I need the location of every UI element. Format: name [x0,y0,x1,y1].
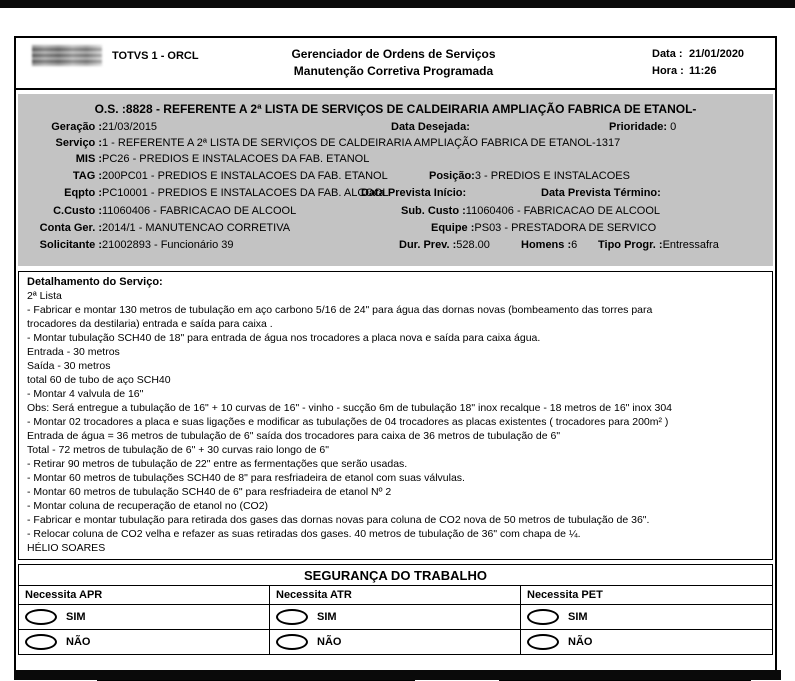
time-value: 11:26 [689,65,717,77]
page-separator-top [0,0,795,8]
os-number-label: O.S. : [94,102,126,116]
service-detail-line: total 60 de tubo de aço SCH40 [27,374,171,386]
company-logo [32,45,102,66]
service-detail-line: Obs: Será entregue a tubulação de 16" + 10 curvas de 16" - vinho - sucção 6m de tubulação 18" inox recalque - 18 metros de 16" inox 304 [27,402,673,414]
safety-header-apr: Necessita APR [19,586,269,605]
field-homens: Homens :6 [521,239,578,251]
radio-apr-sim [25,609,57,625]
field-subcusto: Sub. Custo :11060406 - FABRICACAO DE ALCOOL [401,205,660,217]
radio-apr-sim-label: SIM [66,611,86,623]
service-detail-line: Entrada de água = 36 metros de tubulação de 6" saída dos trocadores para caixa de 36 metros de tubulação de 6" [27,430,561,442]
safety-column-apr [19,586,270,654]
field-tipo-progr: Tipo Progr. :Entressafra [598,239,719,251]
field-posicao: Posição:3 - PREDIOS E INSTALACOES [429,170,630,182]
report-subtitle: Manutenção Corretiva Programada [293,64,494,78]
safety-option-apr-sim [19,605,269,630]
safety-section [18,564,773,655]
date-label: Data : [652,48,683,60]
service-detail-line: - Montar 60 metros de tubulação SCH40 de 6" para resfriadeira de etanol Nº 2 [27,486,392,498]
safety-column-pet [521,586,772,654]
radio-atr-nao [276,634,308,650]
date-value: 21/01/2020 [689,48,745,60]
report-titles [266,46,521,80]
time-label: Hora : [652,65,684,77]
safety-option-atr-sim [270,605,520,630]
service-detail-line: 2ª Lista [27,290,62,302]
safety-option-atr-nao [270,630,520,654]
field-conta-ger: Conta Ger. :2014/1 - MANUTENCAO CORRETIVA [39,222,291,234]
radio-pet-sim-label: SIM [568,611,588,623]
safety-option-apr-nao [19,630,269,654]
field-data-desejada: Data Desejada: [391,121,470,133]
service-details-title: Detalhamento do Serviço: [27,276,163,288]
service-detail-line: - Retirar 90 metros de tubulação de 22" entre as fermentações que serão usadas. [27,458,408,470]
report-date [652,46,744,63]
service-detail-line: - Montar 4 valvula de 16" [27,388,144,400]
field-geracao: Geração :21/03/2015 [51,121,158,133]
safety-option-pet-sim [521,605,772,630]
radio-atr-sim [276,609,308,625]
safety-columns [19,586,772,654]
field-servico: Serviço :1 - REFERENTE A 2ª LISTA DE SERVIÇOS DE CALDEIRARIA AMPLIAÇÃO FABRICA DE ETANOL-1317 [55,137,621,149]
field-dur-prev: Dur. Prev. :528.00 [399,239,490,251]
os-number-value: 8828 - REFERENTE A 2ª LISTA DE SERVIÇOS DE CALDEIRARIA AMPLIAÇÃO FABRICA DE ETANOL- [125,102,697,116]
service-detail-line: - Fabricar e montar 130 metros de tubulação em aço carbono 5/16 de 24" para água das dornas novas (bombeamento das torres para [27,304,653,316]
report-time [652,63,744,80]
field-mis: MIS :PC26 - PREDIOS E INSTALACOES DA FAB. ETANOL [75,153,370,165]
field-data-prevista-termino: Data Prevista Término: [541,187,661,199]
field-prioridade: Prioridade: 0 [609,121,677,133]
field-ccusto: C.Custo :11060406 - FABRICACAO DE ALCOOL [53,205,297,217]
field-tag: TAG :200PC01 - PREDIOS E INSTALACOES DA FAB. ETANOL [72,170,388,182]
service-detail-line: HÉLIO SOARES [27,542,106,554]
service-detail-line: - Relocar coluna de CO2 velha e refazer as suas retiradas dos gases. 40 metros de tubulação de 36" com chapa de ¼. [27,528,581,540]
service-details-lines [27,289,764,555]
safety-column-atr [270,586,521,654]
os-summary-panel [18,94,773,266]
work-order-document [14,36,777,670]
page-separator-bottom [14,670,781,680]
service-detail-line: - Montar 60 metros de tubulações SCH40 de 8" para resfriadeira de etanol com suas válvulas. [27,472,465,484]
safety-section-title: SEGURANÇA DO TRABALHO [19,565,772,586]
service-detail-line: - Montar coluna de recuperação de etanol no (CO2) [27,500,269,512]
field-equipe: Equipe :PS03 - PRESTADORA DE SERVICO [431,222,657,234]
service-details-panel [18,271,773,560]
service-detail-line: Entrada - 30 metros [27,346,120,358]
radio-atr-sim-label: SIM [317,611,337,623]
service-detail-line: - Fabricar e montar tubulação para retirada dos gases das dornas novas para coluna de CO2 nova de 50 metros de tubulação de 36". [27,514,650,526]
os-title-line [18,102,773,116]
radio-apr-nao [25,634,57,650]
radio-atr-nao-label: NÃO [317,636,342,648]
field-solicitante: Solicitante :21002893 - Funcionário 39 [39,239,234,251]
radio-apr-nao-label: NÃO [66,636,91,648]
service-detail-line: trocadores da destilaria) entrada e saída para caixa . [27,318,273,330]
report-header [16,38,775,90]
service-detail-line: - Montar tubulação SCH40 de 18" para entrada de água nos trocadores a placa nova e saída para caixa água. [27,332,541,344]
service-detail-line: Saída - 30 metros [27,360,111,372]
report-title: Gerenciador de Ordens de Serviços [291,47,496,61]
safety-option-pet-nao [521,630,772,654]
field-data-prevista-inicio: Data Prevista Início: [361,187,467,199]
service-detail-line: Total - 72 metros de tubulação de 6" + 30 curvas raio longo de 6" [27,444,329,456]
radio-pet-nao [527,634,559,650]
radio-pet-nao-label: NÃO [568,636,593,648]
report-datetime [652,46,744,80]
radio-pet-sim [527,609,559,625]
service-detail-line: - Montar 02 trocadores a placa e suas ligações e modificar as tubulações de 04 trocadores as placas existentes ( trocadores para 200m² ) [27,416,669,428]
safety-header-atr: Necessita ATR [270,586,520,605]
company-name: TOTVS 1 - ORCL [112,50,199,62]
safety-header-pet: Necessita PET [521,586,772,605]
field-eqpto: Eqpto :PC10001 - PREDIOS E INSTALACOES DA FAB. ALCOOL [64,187,389,199]
